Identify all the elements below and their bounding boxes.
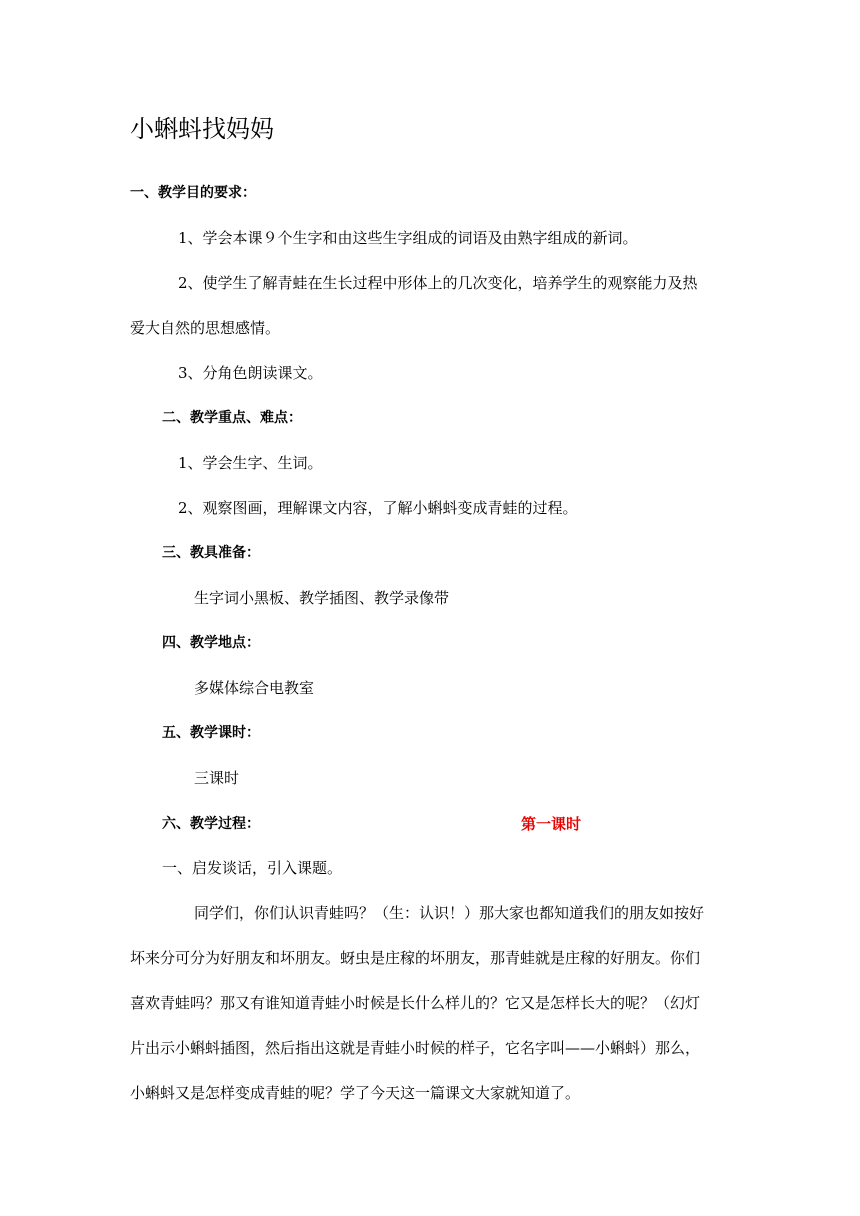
heading-key-points: 二、教学重点、难点： (162, 410, 302, 426)
goal-item-2-line-2: 爱大自然的思想感情。 (130, 319, 281, 337)
teaching-aids-text: 生字词小黑板、教学插图、教学录像带 (194, 589, 450, 607)
heading-teaching-location: 四、教学地点： (162, 635, 260, 651)
key-point-item-1: 1、学会生字、生词。 (178, 454, 323, 472)
lesson-label: 第一课时 (521, 815, 582, 833)
intro-paragraph-line-1: 同学们，你们认识青蛙吗？（生：认识！）那大家也都知道我们的朋友如按好 (194, 904, 705, 922)
heading-teaching-aids: 三、教具准备： (162, 545, 260, 561)
goal-item-1: 1、学会本课９个生字和由这些生字组成的词语及由熟字组成的新词。 (178, 229, 638, 247)
process-step-1: 一、启发谈话，引入课题。 (162, 859, 343, 877)
class-hours-text: 三课时 (194, 769, 240, 787)
heading-teaching-process: 六、教学过程： (162, 816, 260, 832)
document-title: 小蝌蚪找妈妈 (130, 115, 274, 143)
intro-paragraph-line-2: 坏来分可分为好朋友和坏朋友。蚜虫是庄稼的坏朋友，那青蛙就是庄稼的好朋友。你们 (130, 949, 701, 967)
intro-paragraph-line-4: 片出示小蝌蚪插图，然后指出这就是青蛙小时候的样子，它名字叫——小蝌蚪）那么， (130, 1039, 701, 1057)
teaching-location-text: 多媒体综合电教室 (194, 679, 315, 697)
goal-item-3: 3、分角色朗读课文。 (178, 364, 323, 382)
intro-paragraph-line-3: 喜欢青蛙吗？那又有谁知道青蛙小时候是长什么样儿的？它又是怎样长大的呢？（幻灯 (130, 994, 701, 1012)
heading-class-hours: 五、教学课时： (162, 725, 260, 741)
intro-paragraph-line-5: 小蝌蚪又是怎样变成青蛙的呢？学了今天这一篇课文大家就知道了。 (130, 1084, 581, 1102)
key-point-item-2: 2、观察图画，理解课文内容，了解小蝌蚪变成青蛙的过程。 (178, 499, 578, 517)
goal-item-2-line-1: 2、使学生了解青蛙在生长过程中形体上的几次变化，培养学生的观察能力及热 (178, 274, 698, 292)
heading-teaching-goals: 一、教学目的要求： (130, 185, 256, 201)
